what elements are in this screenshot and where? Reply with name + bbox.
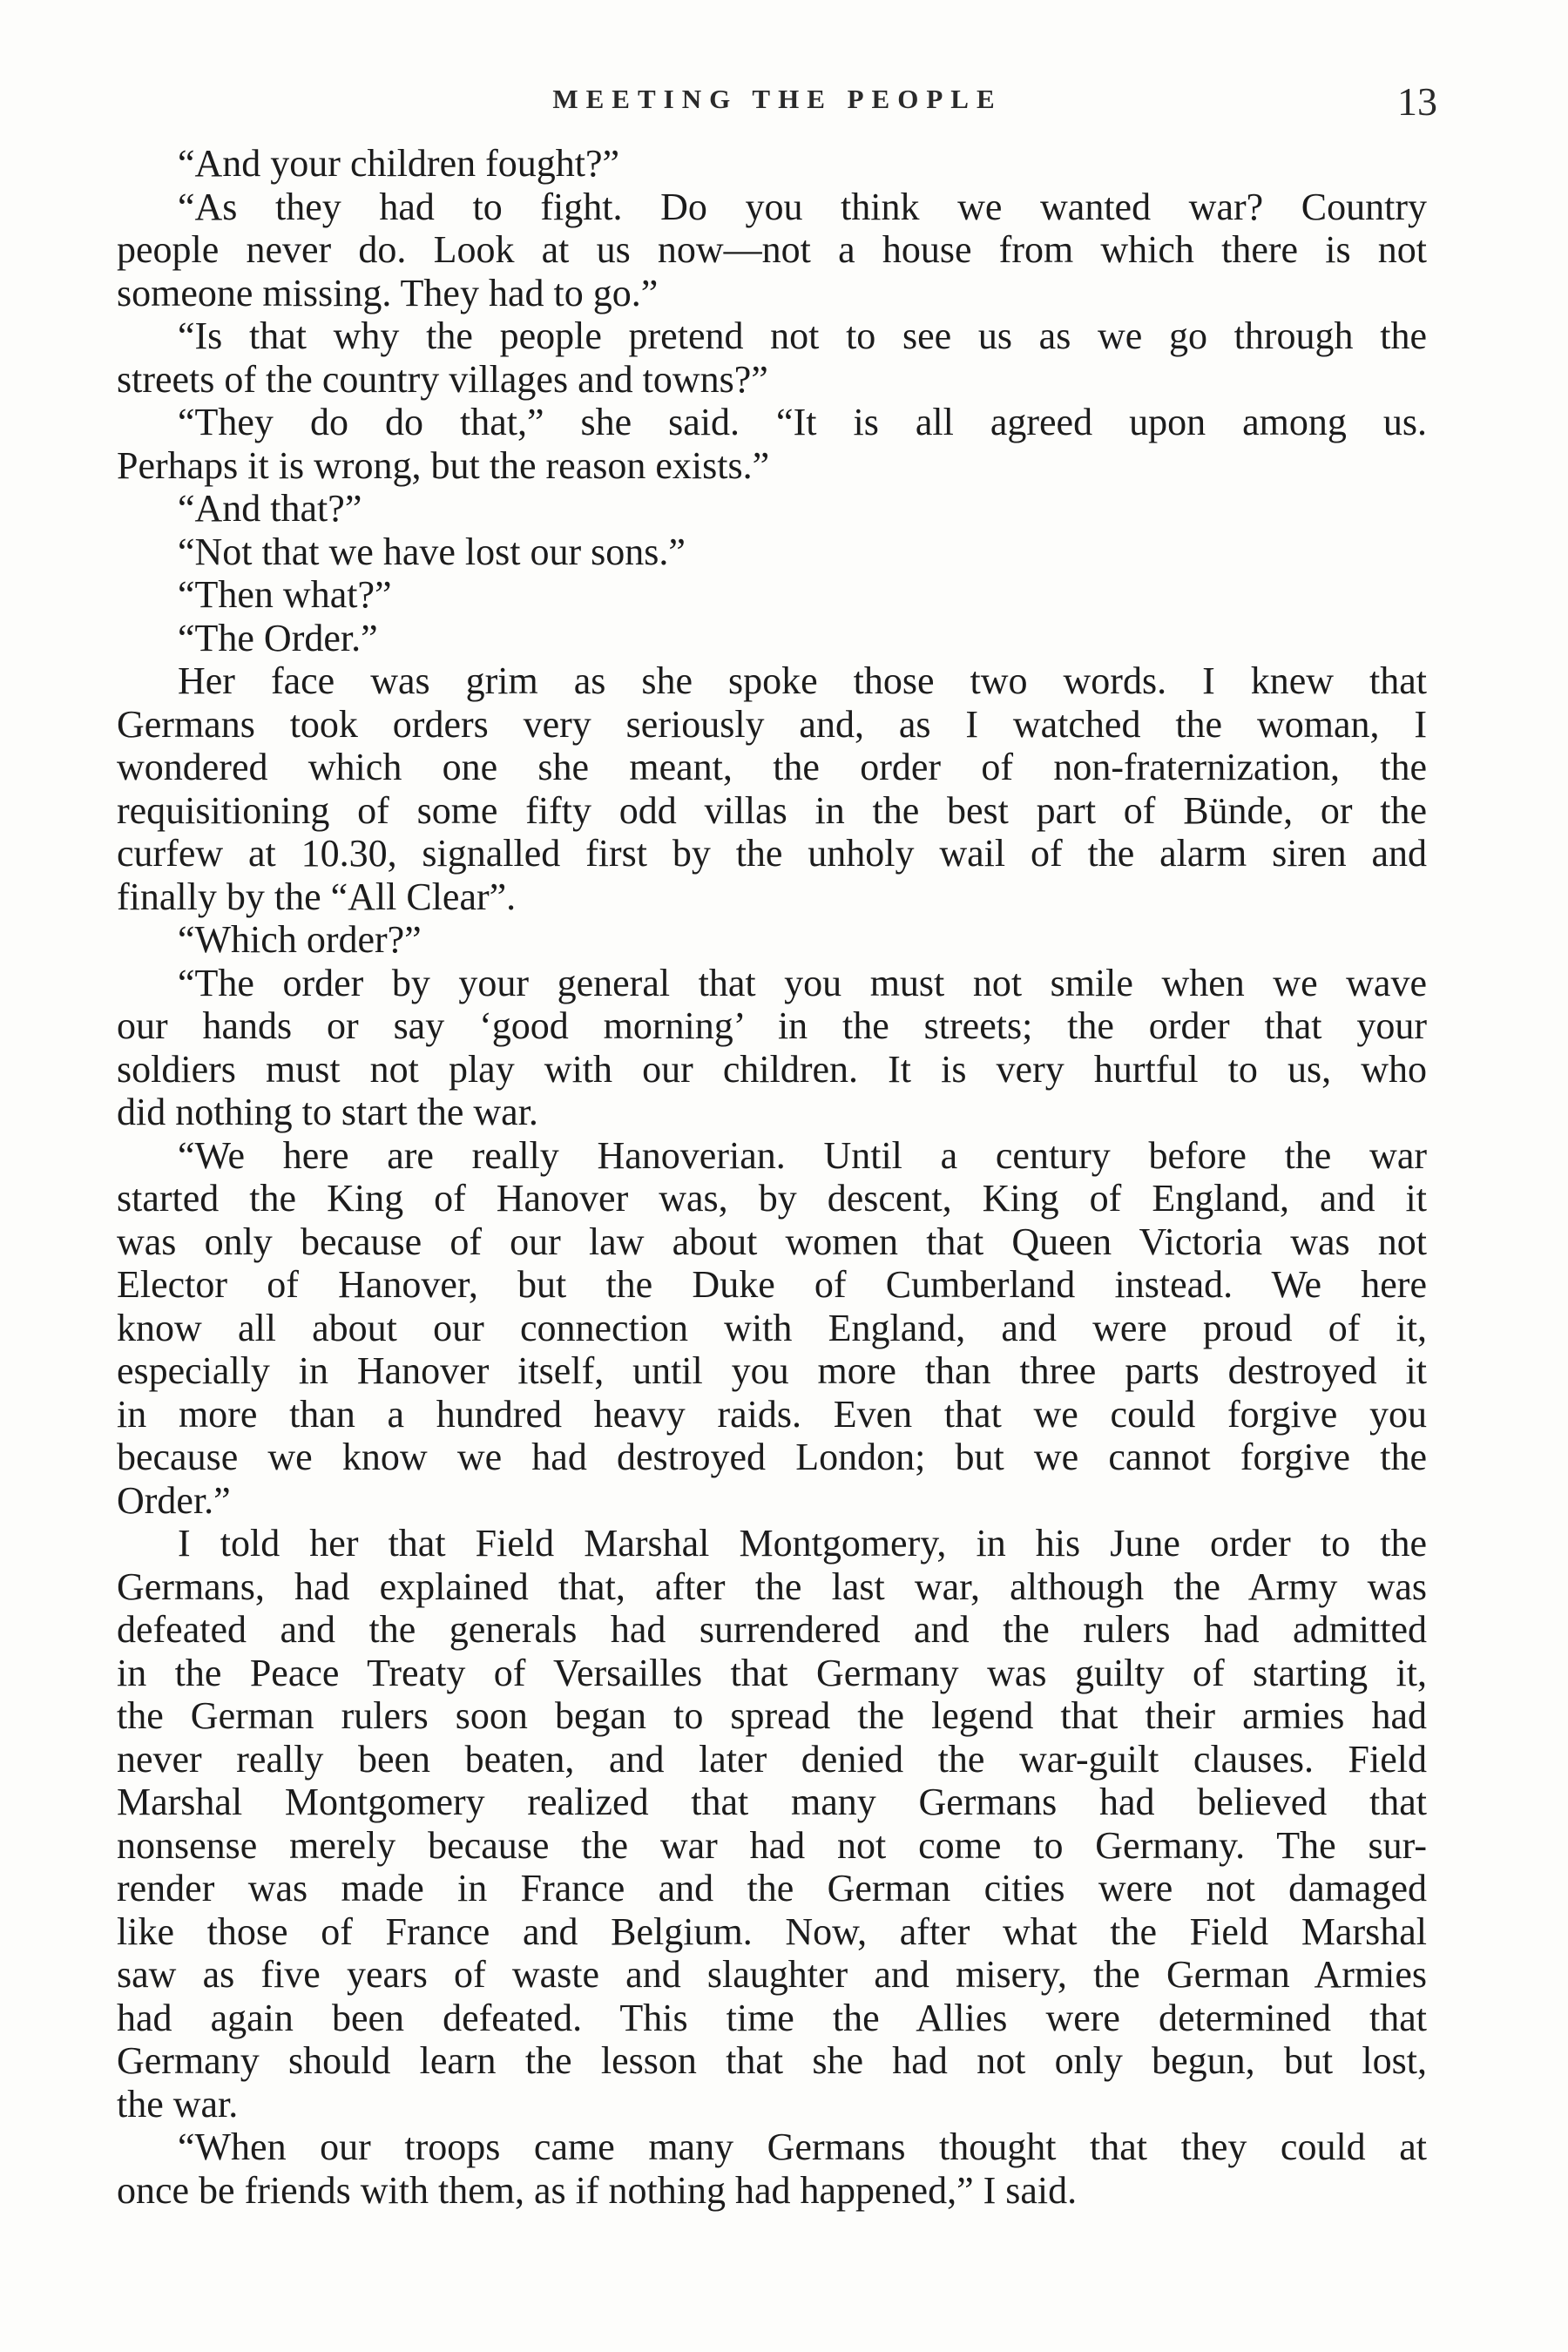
text-line: never really been beaten, and later denied the war-guilt clauses. Field bbox=[117, 1737, 1427, 1781]
text-line: Marshal Montgomery realized that many Germans had believed that bbox=[117, 1781, 1427, 1823]
running-head: MEETING THE PEOPLE bbox=[552, 84, 1003, 114]
text-line: the German rulers soon began to spread the legend that their armies had bbox=[117, 1694, 1427, 1737]
page-header bbox=[118, 79, 1437, 136]
text-line: did nothing to start the war. bbox=[117, 1091, 538, 1133]
text-line: someone missing. They had to go.” bbox=[117, 271, 659, 314]
text-line: had again been defeated. This time the Allies were determined that bbox=[117, 1996, 1427, 2039]
text-line: Germany should learn the lesson that she had not only begun, but lost, bbox=[117, 2039, 1427, 2082]
page-number: 13 bbox=[1397, 79, 1437, 124]
text-line: nonsense merely because the war had not come to Germany. The sur- bbox=[117, 1823, 1427, 1867]
text-line: Perhaps it is wrong, but the reason exists.” bbox=[117, 443, 770, 487]
body-text bbox=[117, 142, 1427, 2212]
text-line: especially in Hanover itself, until you more than three parts destroyed it bbox=[117, 1349, 1427, 1392]
text-line: “And that?” bbox=[178, 487, 362, 530]
text-line: wondered which one she meant, the order of non-fraternization, the bbox=[117, 746, 1427, 788]
text-line: finally by the “All Clear”. bbox=[117, 875, 517, 918]
text-line: streets of the country villages and towns?” bbox=[117, 357, 768, 401]
text-line: “When our troops came many Germans thought that they could at bbox=[178, 2126, 1427, 2168]
text-line: “Which order?” bbox=[178, 918, 422, 961]
text-line: “The Order.” bbox=[178, 616, 378, 659]
text-line: “Then what?” bbox=[178, 573, 392, 616]
text-line: in the Peace Treaty of Versailles that Germany was guilty of starting it, bbox=[117, 1651, 1427, 1694]
text-line: Elector of Hanover, but the Duke of Cumberland instead. We here bbox=[117, 1263, 1427, 1306]
text-line: once be friends with them, as if nothing had happened,” I said. bbox=[117, 2168, 1078, 2212]
text-line: saw as five years of waste and slaughter and misery, the German Armies bbox=[117, 1953, 1427, 1996]
text-line: “The order by your general that you must not smile when we wave bbox=[178, 961, 1427, 1004]
text-line: because we know we had destroyed London; but we cannot forgive the bbox=[117, 1436, 1427, 1478]
text-line: the war. bbox=[117, 2082, 239, 2126]
text-line: soldiers must not play with our children. It is very hurtful to us, who bbox=[117, 1047, 1427, 1091]
text-line: Germans took orders very seriously and, as I watched the woman, I bbox=[117, 702, 1427, 746]
text-line: like those of France and Belgium. Now, after what the Field Marshal bbox=[117, 1909, 1427, 1953]
text-line: render was made in France and the German cities were not damaged bbox=[117, 1867, 1427, 1909]
text-line: “As they had to fight. Do you think we wanted war? Country bbox=[178, 185, 1427, 228]
text-line: “And your children fought?” bbox=[178, 142, 620, 185]
text-line: Germans, had explained that, after the last war, although the Army was bbox=[117, 1565, 1427, 1608]
text-line: started the King of Hanover was, by descent, King of England, and it bbox=[117, 1177, 1427, 1220]
text-line: “We here are really Hanoverian. Until a century before the war bbox=[178, 1133, 1427, 1177]
text-line: “Is that why the people pretend not to see us as we go through the bbox=[178, 314, 1427, 357]
text-line: “They do do that,” she said. “It is all agreed upon among us. bbox=[178, 401, 1427, 443]
text-line: Order.” bbox=[117, 1478, 231, 1522]
text-line: in more than a hundred heavy raids. Even that we could forgive you bbox=[117, 1392, 1427, 1436]
text-line: our hands or say ‘good morning’ in the streets; the order that your bbox=[117, 1004, 1427, 1047]
text-line: Her face was grim as she spoke those two words. I knew that bbox=[178, 659, 1427, 702]
text-line: requisitioning of some fifty odd villas in the best part of Bünde, or the bbox=[117, 788, 1427, 832]
text-line: people never do. Look at us now—not a house from which there is not bbox=[117, 228, 1427, 271]
text-line: know all about our connection with England, and were proud of it, bbox=[117, 1306, 1427, 1349]
text-line: was only because of our law about women that Queen Victoria was not bbox=[117, 1220, 1427, 1263]
text-line: curfew at 10.30, signalled first by the unholy wail of the alarm siren and bbox=[117, 832, 1427, 875]
text-line: I told her that Field Marshal Montgomery, in his June order to the bbox=[178, 1522, 1427, 1565]
text-line: defeated and the generals had surrendered and the rulers had admitted bbox=[117, 1608, 1427, 1651]
text-line: “Not that we have lost our sons.” bbox=[178, 530, 686, 573]
